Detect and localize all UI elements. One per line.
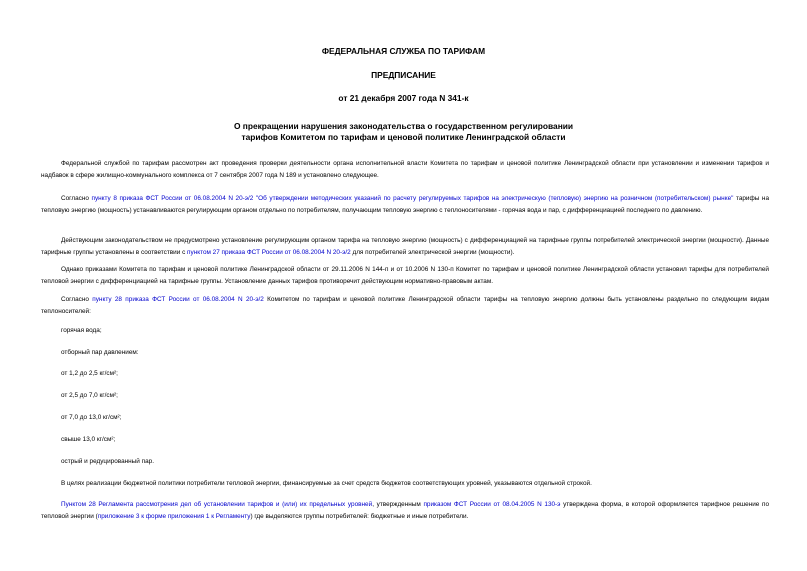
paragraph-4: Однако приказами Комитета по тарифам и ценовой политике Ленинградской области от 29.11.2006 N 144-п и от 10.2006 N 130-п Комитет по тарифам и ценовой политике Ленинградской области установил тарифы для потребителей тепловой энергии с дифференциацией на тарифные группы. Установление данных тарифов противоречит действующим нормативно-правовым актам. xyxy=(41,266,769,285)
document-date: от 21 декабря 2007 года N 341-к xyxy=(338,93,469,103)
paragraph-7-text-1: , утвержденным xyxy=(372,501,424,508)
paragraph-5-text-2: Комитетом по тарифам и ценовой политике Ленинградской области тарифы на тепловую энергию должны быть установлены раздельно по следующим видам теплоносителей: xyxy=(41,296,769,315)
paragraph-7-text-2: утверждена форма, в которой оформляется тарифное решение по тепловой энергии ( xyxy=(41,501,770,520)
list-item: от 7,0 до 13,0 кг/см²; xyxy=(61,414,122,421)
paragraph-5-text-1: Согласно xyxy=(61,296,93,303)
agency-name: ФЕДЕРАЛЬНАЯ СЛУЖБА ПО ТАРИФАМ xyxy=(321,46,486,56)
list-item: свыше 13,0 кг/см²; xyxy=(61,436,116,443)
paragraph-6: В целях реализации бюджетной политики потребители тепловой энергии, финансируемые за счет средств бюджетов соответствующих уровней, указываются отдельной строкой. xyxy=(61,480,592,487)
document-title-line-2: тарифов Комитетом по тарифам и ценовой политике Ленинградской области xyxy=(241,132,566,142)
paragraph-2-text-2: тарифы на тепловую энергию (мощность) устанавливаются регулирующим органом отдельно по потребителям, получающим тепловую энергию с теплоносителями - горячая вода и пар, с дифференциацией последнего по давлению. xyxy=(41,195,769,214)
document-title-line-1: О прекращении нарушения законодательства о государственном регулировании xyxy=(233,121,574,131)
paragraph-2-text-1: Согласно xyxy=(61,195,92,202)
paragraph-2 xyxy=(41,193,769,216)
paragraph-3-text-1: Действующим законодательством не предусмотрено установление регулирующим органом тарифа на тепловую энергию (мощность) с дифференциацией на тарифные группы потребителей электрической энергии (мощности). Данные тарифные группы установлены в соответствии с xyxy=(41,237,769,256)
link-fst-order-item-8[interactable]: пункту 8 приказа ФСТ России от 06.08.2004 N 20-э/2 "Об утверждении методических указаний по расчету регулируемых тарифов на электрическую (тепловую) энергию на розничном (потребительском) рынке" xyxy=(91,195,734,202)
list-item: отборный пар давлением: xyxy=(61,349,139,356)
link-appendix-3[interactable]: приложение 3 к форме приложения 1 к Регламенту xyxy=(97,512,251,520)
list-item: горячая вода; xyxy=(61,327,102,334)
paragraph-7 xyxy=(41,499,769,522)
link-fst-order-item-27[interactable]: пунктом 27 приказа ФСТ России от 06.08.2004 N 20-э/2 xyxy=(187,248,351,256)
paragraph-3 xyxy=(41,235,769,258)
link-fst-order-item-28[interactable]: пункту 28 приказа ФСТ России от 06.08.2004 N 20-э/2 xyxy=(92,296,264,303)
paragraph-5 xyxy=(41,294,769,317)
document-type: ПРЕДПИСАНИЕ xyxy=(371,70,436,80)
link-fst-order-130[interactable]: приказом ФСТ России от 08.04.2005 N 130-э xyxy=(423,501,561,508)
list-item: от 1,2 до 2,5 кг/см²; xyxy=(61,370,118,377)
link-regulation-item-28[interactable]: Пунктом 28 Регламента рассмотрения дел об установлении тарифов и (или) их предельных уровней xyxy=(61,501,373,508)
list-item: от 2,5 до 7,0 кг/см²; xyxy=(61,392,118,399)
paragraph-3-text-2: для потребителей электрической энергии (мощности). xyxy=(350,248,515,256)
paragraph-1: Федеральной службой по тарифам рассмотрен акт проведения проверки деятельности органа исполнительной власти Комитета по тарифам и ценовой политике Ленинградской области при установлении и изменении тарифов и надбавок в сфере жилищно-коммунального комплекса от 7 сентября 2007 года N 189 и установлено следующее. xyxy=(41,160,769,179)
paragraph-7-text-3: ) где выделяются группы потребителей: бюджетные и иные потребители. xyxy=(250,512,469,520)
list-item: острый и редуцированный пар. xyxy=(61,458,154,465)
